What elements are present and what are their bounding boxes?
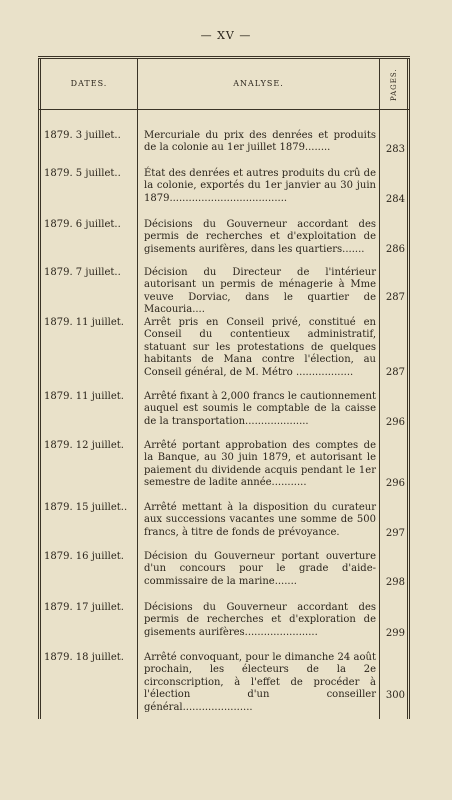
- entry-page: 299: [385, 628, 405, 639]
- entry-page: 296: [385, 478, 405, 489]
- entry-date: 1879. 5 juillet..: [44, 168, 121, 179]
- entry-analysis: État des denrées et autres produits du crû de la colonie, exportés du 1er janvier au 30 juin 1879.....................................: [144, 168, 376, 204]
- entry-page: 296: [385, 417, 405, 428]
- entry-analysis: Arrêt pris en Conseil privé, constitué en Conseil du contentieux administratif, statuant sur les protestations de quelques habitants de Mana contre l'élection, au Conseil général, de M. Métro ..................: [144, 317, 376, 378]
- table-border-left: [38, 59, 41, 719]
- entry-date: 1879. 15 juillet..: [44, 502, 128, 513]
- entry-date: 1879. 3 juillet..: [44, 130, 121, 141]
- column-divider-dates: [137, 59, 138, 719]
- entry-date: 1879. 12 juillet.: [44, 440, 124, 451]
- entry-page: 286: [385, 244, 405, 255]
- entry-date: 1879. 6 juillet..: [44, 219, 121, 230]
- entry-date: 1879. 18 juillet.: [44, 652, 124, 663]
- column-header-analysis: ANALYSE.: [233, 79, 284, 88]
- entry-analysis: Décisions du Gouverneur accordant des permis de recherches et d'exploration de gisements aurifères.......................: [144, 602, 376, 638]
- entry-page: 284: [385, 194, 405, 205]
- entry-analysis: Arrêté portant approbation des comptes de la Banque, au 30 juin 1879, et autorisant le paiement du dividende acquis pendant le 1er semestre de ladite année...........: [144, 440, 376, 489]
- table-border-right: [407, 59, 410, 719]
- entry-analysis: Arrêté convoquant, pour le dimanche 24 août prochain, les électeurs de la 2e circonscription, à l'effet de procéder à l'élection d'un conseiller général......................: [144, 652, 376, 713]
- entry-date: 1879. 11 juillet.: [44, 317, 124, 328]
- entry-analysis: Décision du Directeur de l'intérieur autorisant un permis de ménagerie à Mme veuve Dorviac, dans le quartier de Macouria....: [144, 267, 376, 316]
- index-table: [38, 56, 410, 719]
- entry-date: 1879. 17 juillet.: [44, 602, 124, 613]
- entry-page: 287: [385, 292, 405, 303]
- entry-page: 297: [385, 528, 405, 539]
- entry-analysis: Mercuriale du prix des denrées et produits de la colonie au 1er juillet 1879........: [144, 130, 376, 154]
- column-divider-analysis: [379, 59, 380, 719]
- header-rule: [38, 109, 410, 110]
- entry-date: 1879. 16 juillet.: [44, 551, 124, 562]
- column-header-dates: DATES.: [70, 79, 108, 88]
- page-number: — XV —: [200, 29, 252, 42]
- entry-analysis: Arrêté fixant à 2,000 francs le cautionnement auquel est soumis le comptable de la caisse de la transportation....................: [144, 391, 376, 427]
- entry-analysis: Décisions du Gouverneur accordant des permis de recherches et d'exploitation de gisements aurifères, dans les quartiers.......: [144, 219, 376, 255]
- entry-analysis: Décision du Gouverneur portant ouverture d'un concours pour le grade d'aide-commissaire de la marine.......: [144, 551, 376, 587]
- entry-analysis: Arrêté mettant à la disposition du curateur aux successions vacantes une somme de 500 francs, à titre de fonds de prévoyance.: [144, 502, 376, 538]
- entry-page: 283: [385, 144, 405, 155]
- column-header-pages: PAGES.: [390, 68, 398, 102]
- entry-date: 1879. 11 juillet.: [44, 391, 124, 402]
- entry-date: 1879. 7 juillet..: [44, 267, 121, 278]
- entry-page: 287: [385, 367, 405, 378]
- entry-page: 298: [385, 577, 405, 588]
- entry-page: 300: [385, 690, 405, 701]
